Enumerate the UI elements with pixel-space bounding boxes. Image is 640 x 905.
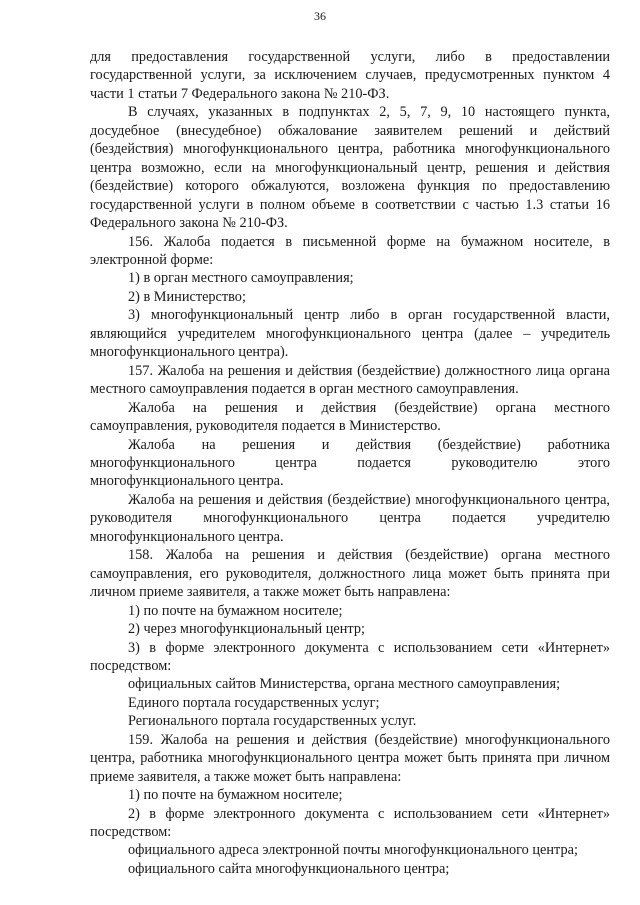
paragraph-158: 158. Жалоба на решения и действия (бездействие) органа местного самоуправления, его руководителя, должностного лица может быть принята при личном приеме заявителя, а также может быть направлена: bbox=[90, 547, 610, 601]
document-body bbox=[90, 48, 610, 878]
paragraph-mfc-appeal-cases: В случаях, указанных в подпунктах 2, 5, 7, 9, 10 настоящего пункта, досудебное (внесудебное) обжалование заявителем решений и действий (бездействия) многофункционального центра, работника многофункционального центра возможно, если на многофункциональный центр, решения и действия (бездействие) которого обжалуются, возложена функция по предоставлению государственной услуги в полном объеме в соответствии с частью 1.3 статьи 16 Федерального закона № 210-ФЗ. bbox=[90, 104, 610, 232]
list-item-159-2-email: официального адреса электронной почты многофункционального центра; bbox=[128, 842, 578, 859]
list-item-158-3-regional-portal: Регионального портала государственных услуг. bbox=[128, 713, 417, 730]
list-item-156-3: 3) многофункциональный центр либо в орган государственной власти, являющийся учредителем многофункционального центра (далее – учредитель многофункционального центра). bbox=[90, 307, 610, 361]
list-item-158-2: 2) через многофункциональный центр; bbox=[128, 621, 365, 638]
list-item-159-2-site: официального сайта многофункционального центра; bbox=[128, 860, 450, 877]
paragraph-157-ministry: Жалоба на решения и действия (бездействие) органа местного самоуправления, руководителя подается в Министерство. bbox=[90, 399, 610, 435]
paragraph-157-mfc-worker: Жалоба на решения и действия (бездействие) работника многофункционального центра подается руководителю этого многофункционального центра. bbox=[90, 436, 610, 490]
list-item-158-3-sites: официальных сайтов Министерства, органа местного самоуправления; bbox=[128, 676, 561, 693]
paragraph-159: 159. Жалоба на решения и действия (бездействие) многофункционального центра, работника многофункционального центра может быть принята при личном приеме заявителя, а также может быть направлена: bbox=[90, 731, 610, 785]
list-item-156-2: 2) в Министерство; bbox=[128, 288, 246, 305]
list-item-156-1: 1) в орган местного самоуправления; bbox=[128, 270, 354, 287]
paragraph-157: 157. Жалоба на решения и действия (бездействие) должностного лица органа местного самоуправления подается в орган местного самоуправления. bbox=[90, 362, 610, 398]
paragraph-157-mfc: Жалоба на решения и действия (бездействие) многофункционального центра, руководителя многофункционального центра подается учредителю многофункционального центра. bbox=[90, 491, 610, 545]
list-item-158-1: 1) по почте на бумажном носителе; bbox=[128, 602, 343, 619]
list-item-158-3-unified-portal: Единого портала государственных услуг; bbox=[128, 694, 380, 711]
paragraph-156: 156. Жалоба подается в письменной форме на бумажном носителе, в электронной форме: bbox=[90, 233, 610, 268]
list-item-159-1: 1) по почте на бумажном носителе; bbox=[128, 787, 343, 804]
list-item-158-3: 3) в форме электронного документа с использованием сети «Интернет» посредством: bbox=[90, 639, 610, 674]
list-item-159-2: 2) в форме электронного документа с использованием сети «Интернет» посредством: bbox=[90, 805, 610, 841]
paragraph-continuation: для предоставления государственной услуги, либо в предоставлении государственной услуги, за исключением случаев, предусмотренных пунктом 4 части 1 статьи 7 Федерального закона № 210-ФЗ. bbox=[90, 49, 610, 102]
page-number: 36 bbox=[314, 9, 326, 23]
